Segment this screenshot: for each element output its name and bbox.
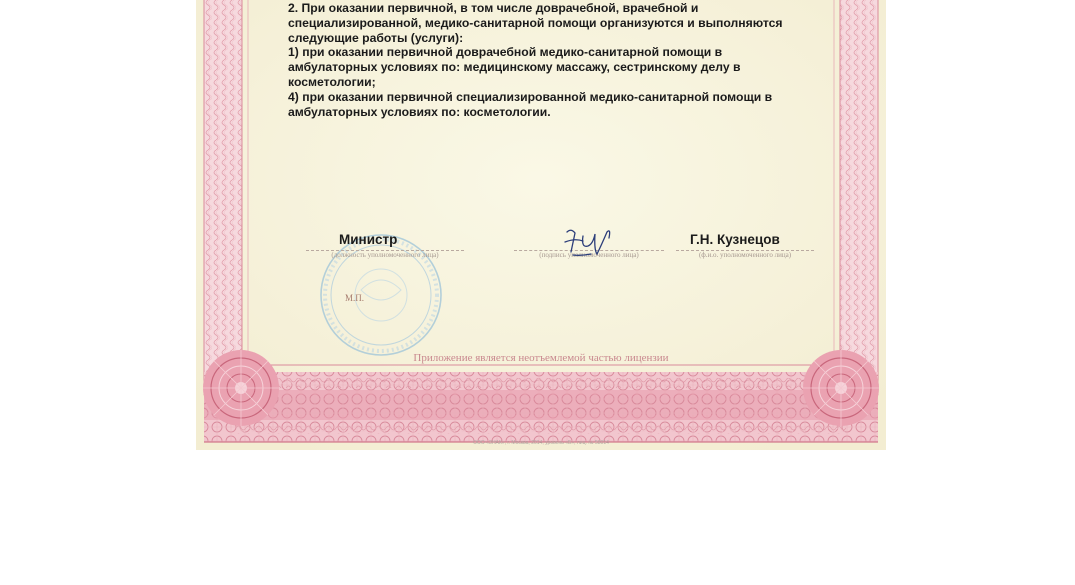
body-line: косметологии;: [288, 74, 376, 89]
body-line: амбулаторных условиях по: косметологии.: [288, 104, 551, 119]
stamp-place-label: М.П.: [345, 293, 365, 303]
position-caption: (должность уполномоченного лица): [331, 251, 439, 259]
handwritten-signature: [561, 224, 621, 260]
signatory-position: Министр: [339, 232, 398, 247]
body-line: 4) при оказании первичной специализированной медико-санитарной помощи в: [288, 89, 773, 104]
body-line: 2. При оказании первичной, в том числе доврачебной, врачебной и: [288, 1, 699, 15]
body-line: 1) при оказании первичной доврачебной медико-санитарной помощи в: [288, 45, 723, 60]
body-text: [288, 1, 808, 119]
signature-row: [196, 232, 886, 272]
license-appendix-page: [196, 0, 886, 450]
name-caption: (ф.и.о. уполномоченного лица): [698, 251, 792, 259]
signatory-name: Г.Н. Кузнецов: [690, 232, 780, 247]
signature-caption: (подпись уполномоченного лица): [539, 251, 639, 259]
printer-note: ООО «ЗНАК», г. Москва, 2014, уровень «Б», лиц. № 58014: [473, 440, 609, 446]
body-line: следующие работы (услуги):: [288, 30, 464, 45]
appendix-footnote: Приложение является неотъемлемой частью лицензии: [413, 352, 669, 364]
body-line: амбулаторных условиях по: медицинскому массажу, сестринскому делу в: [288, 60, 741, 75]
body-line: специализированной, медико-санитарной помощи организуются и выполняются: [288, 15, 783, 30]
